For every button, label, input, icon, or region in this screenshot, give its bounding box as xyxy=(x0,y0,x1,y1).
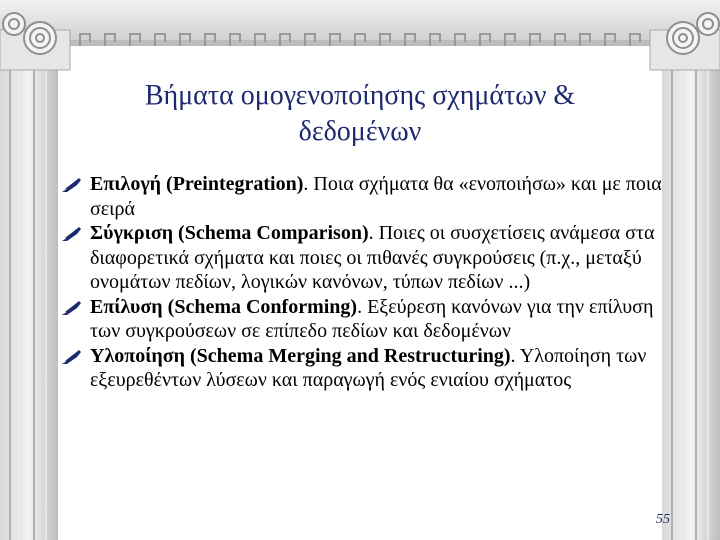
pen-nib-bullet-icon xyxy=(60,349,82,365)
bullet-text: . Εξεύρεση κανόνων για την επίλυση των συγκρούσεων σε επίπεδο πεδίων και δεδομένων xyxy=(90,295,654,342)
pen-nib-bullet-icon xyxy=(60,226,82,242)
bullet-heading: Επιλογή (Preintegration) xyxy=(90,173,304,195)
bullet-item xyxy=(60,221,670,295)
page-number: 55 xyxy=(656,512,670,527)
bullet-text: . Ποια σχήματα θα «ενοποιήσω» και με ποια σειρά xyxy=(90,173,662,220)
bullet-text: . Υλοποίηση των εξευρεθέντων λύσεων και παραγωγή ενός ενιαίου σχήματος xyxy=(90,344,647,391)
pen-nib-bullet-icon xyxy=(60,300,82,316)
bullet-item xyxy=(60,344,670,393)
bullet-heading: Υλοποίηση (Schema Merging and Restructuring) xyxy=(90,344,511,367)
slide-title xyxy=(60,78,660,150)
bullet-text: . Ποιες οι συσχετίσεις ανάμεσα στα διαφορετικά σχήματα και ποιες οι πιθανές συγκρούσεις (π.χ., μεταξύ ονομάτων πεδίων, λογικών κανόνων, τύπων πεδίων ...) xyxy=(90,222,655,293)
bullet-heading: Σύγκριση (Schema Comparison) xyxy=(90,222,369,244)
bullet-heading: Επίλυση (Schema Conforming) xyxy=(90,295,358,318)
bullet-list xyxy=(60,172,670,393)
title-line-2: δεδομένων xyxy=(298,116,422,147)
pen-nib-bullet-icon xyxy=(60,177,82,193)
bullet-item xyxy=(60,172,670,221)
bullet-item xyxy=(60,295,670,344)
title-line-1: Βήματα ομογενοποίησης σχημάτων & xyxy=(144,80,576,111)
